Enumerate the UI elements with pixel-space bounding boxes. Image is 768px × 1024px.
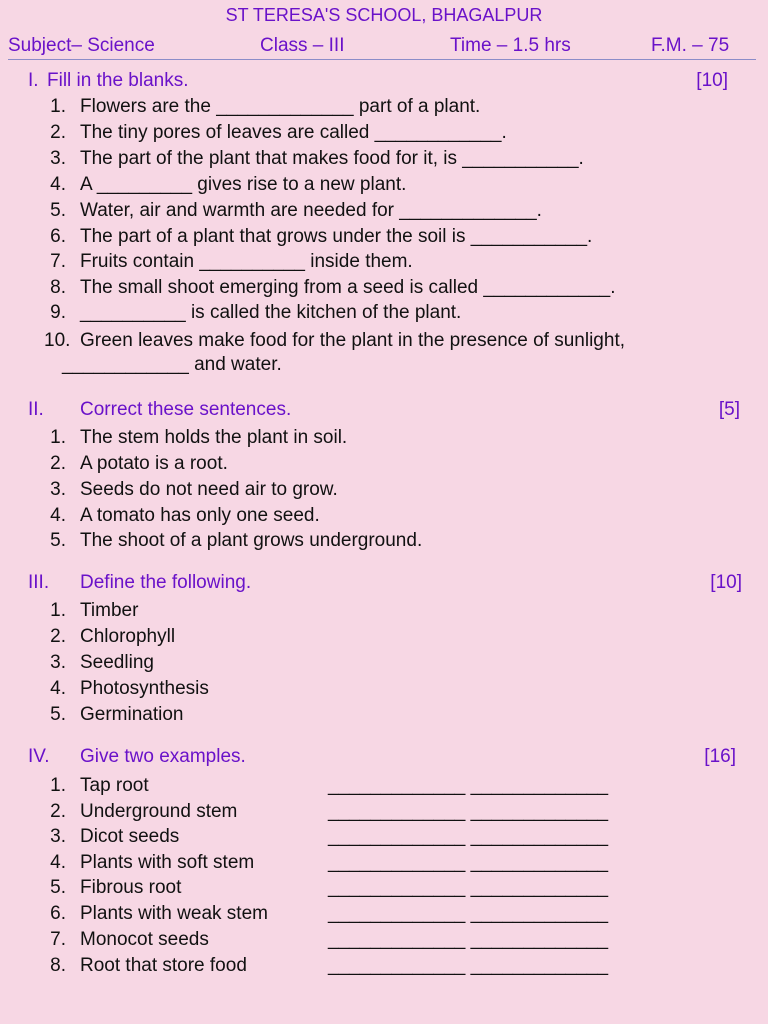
section-marks: [10] (696, 70, 728, 91)
question-text: The shoot of a plant grows underground. (80, 530, 423, 551)
section-title: Fill in the blanks. (47, 70, 189, 91)
question-text: Germination (80, 704, 184, 725)
question-number: 4. (50, 174, 66, 195)
question-number: 5. (50, 200, 66, 221)
question-text: Seeds do not need air to grow. (80, 479, 338, 500)
question-text: __________ is called the kitchen of the plant. (80, 302, 462, 323)
question-number: 6. (50, 226, 66, 247)
question-text: Underground stem (80, 801, 238, 822)
question-number: 1. (50, 427, 66, 448)
question-text: Dicot seeds (80, 826, 180, 847)
question-number: 6. (50, 903, 66, 924)
question-number: 7. (50, 251, 66, 272)
section-4-heading (28, 746, 736, 770)
question-number: 9. (50, 302, 66, 323)
question-number: 2. (50, 626, 66, 647)
section-marks: [10] (710, 572, 742, 593)
question-text: Monocot seeds (80, 929, 209, 950)
question-number: 3. (50, 148, 66, 169)
question-number: 1. (50, 96, 66, 117)
question-number: 2. (50, 801, 66, 822)
section-1-heading (28, 70, 748, 94)
section-title: Define the following. (80, 572, 252, 593)
answer-blanks: _____________ _____________ (328, 801, 609, 822)
question-number: 8. (50, 955, 66, 976)
time-label: Time – 1.5 hrs (450, 35, 571, 56)
question-text: Photosynthesis (80, 678, 209, 699)
question-number: 1. (50, 600, 66, 621)
question-continuation: ____________ and water. (62, 354, 282, 375)
answer-blanks: _____________ _____________ (328, 826, 609, 847)
class-label: Class – III (260, 35, 345, 56)
question-number: 4. (50, 505, 66, 526)
answer-blanks: _____________ _____________ (328, 852, 609, 873)
question-number: 1. (50, 775, 66, 796)
question-text: Plants with soft stem (80, 852, 255, 873)
question-text: The tiny pores of leaves are called ____________. (80, 122, 507, 143)
section-2-heading (28, 399, 740, 423)
question-number: 3. (50, 826, 66, 847)
question-text: The stem holds the plant in soil. (80, 427, 348, 448)
section-title: Give two examples. (80, 746, 246, 767)
question-number: 5. (50, 530, 66, 551)
question-text: A potato is a root. (80, 453, 228, 474)
answer-blanks: _____________ _____________ (328, 775, 609, 796)
question-number: 10. (44, 330, 71, 351)
answer-blanks: _____________ _____________ (328, 929, 609, 950)
question-number: 4. (50, 678, 66, 699)
question-text: A tomato has only one seed. (80, 505, 320, 526)
section-marks: [5] (718, 399, 740, 420)
question-text: Fibrous root (80, 877, 182, 898)
question-text: Tap root (80, 775, 149, 796)
question-text: The part of the plant that makes food for it, is ___________. (80, 148, 584, 169)
answer-blanks: _____________ _____________ (328, 877, 609, 898)
subject-label: Subject– Science (8, 35, 155, 56)
question-text: Flowers are the _____________ part of a plant. (80, 96, 481, 117)
school-name: ST TERESA'S SCHOOL, BHAGALPUR (225, 5, 543, 25)
section-number: IV. (28, 746, 50, 767)
question-number: 4. (50, 852, 66, 873)
question-text: Plants with weak stem (80, 903, 268, 924)
section-3-heading (28, 572, 742, 596)
section-title: Correct these sentences. (80, 399, 292, 420)
full-marks-label: F.M. – 75 (651, 35, 730, 56)
question-text: Water, air and warmth are needed for _____________. (80, 200, 542, 221)
answer-blanks: _____________ _____________ (328, 903, 609, 924)
question-text: A _________ gives rise to a new plant. (80, 174, 407, 195)
section-marks: [16] (704, 746, 736, 767)
question-number: 8. (50, 277, 66, 298)
section-number: I. (28, 70, 39, 91)
question-number: 3. (50, 652, 66, 673)
question-number: 5. (50, 877, 66, 898)
subject-bar (8, 35, 756, 60)
question-number: 3. (50, 479, 66, 500)
question-text: Seedling (80, 652, 154, 673)
question-number: 5. (50, 704, 66, 725)
question-text: Timber (80, 600, 139, 621)
question-number: 7. (50, 929, 66, 950)
question-text: The part of a plant that grows under the soil is ___________. (80, 226, 593, 247)
question-text: Fruits contain __________ inside them. (80, 251, 413, 272)
section-number: III. (28, 572, 50, 593)
question-number: 2. (50, 453, 66, 474)
question-text: The small shoot emerging from a seed is called ____________. (80, 277, 616, 298)
question-text: Root that store food (80, 955, 247, 976)
section-number: II. (28, 399, 44, 420)
answer-blanks: _____________ _____________ (328, 955, 609, 976)
question-text: Chlorophyll (80, 626, 176, 647)
question-number: 2. (50, 122, 66, 143)
question-text: Green leaves make food for the plant in the presence of sunlight, (80, 330, 625, 351)
